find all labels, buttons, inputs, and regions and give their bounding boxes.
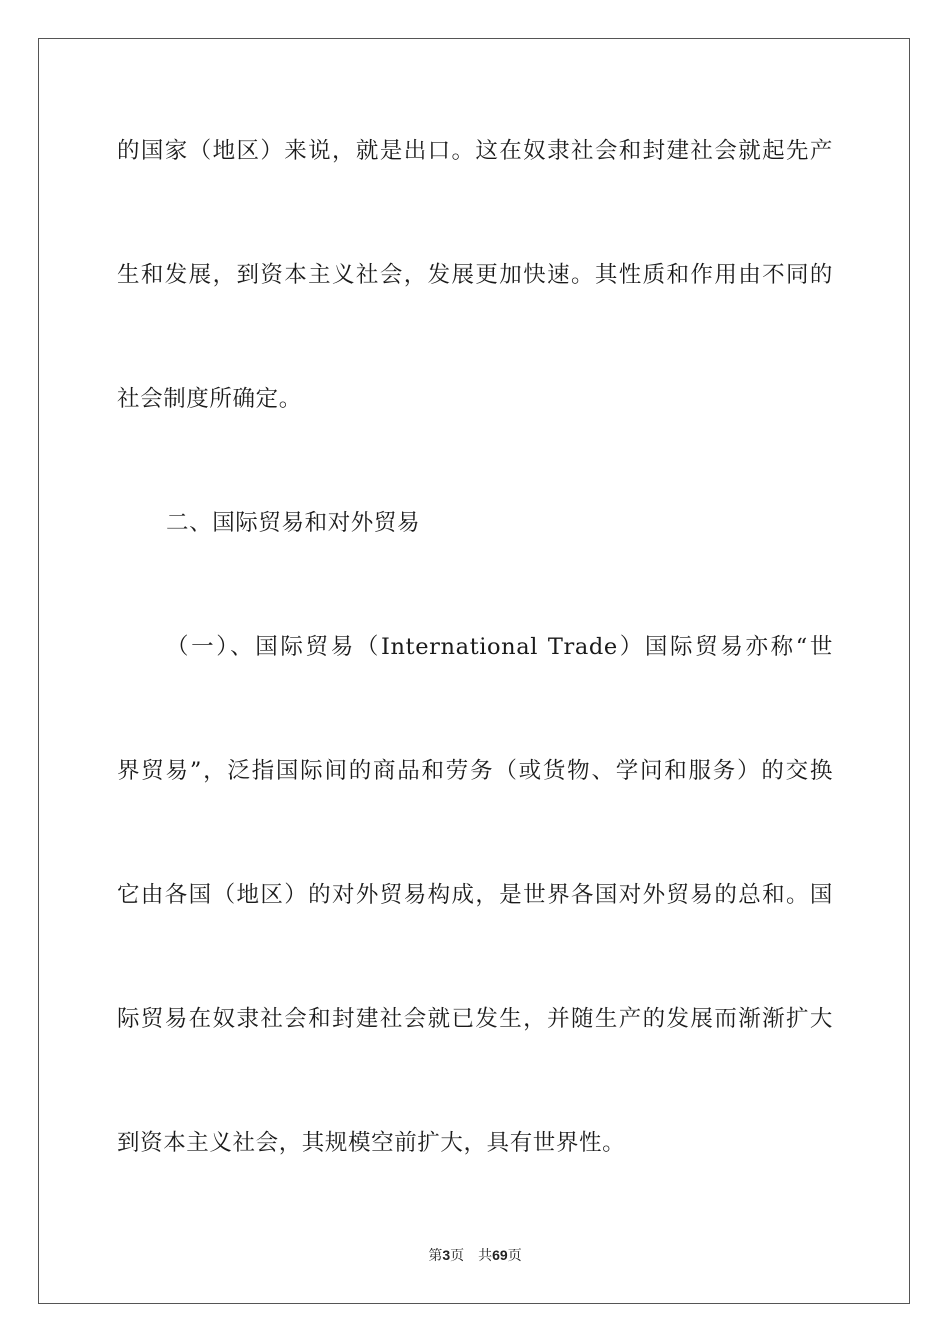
- page-border: [38, 38, 910, 1304]
- body-line-9: 到资本主义社会，其规模空前扩大，具有世界性。: [117, 1130, 626, 1156]
- footer-page-number: 3: [442, 1247, 451, 1263]
- body-line-3: 社会制度所确定。: [117, 386, 302, 412]
- body-line-1: 的国家（地区）来说，就是出口。这在奴隶社会和封建社会就起先产: [117, 138, 833, 164]
- body-line-8: 际贸易在奴隶社会和封建社会就已发生，并随生产的发展而渐渐扩大: [117, 1006, 833, 1032]
- body-line-6: 界贸易”，泛指国际间的商品和劳务（或货物、学问和服务）的交换: [117, 758, 833, 784]
- footer-total-number: 69: [492, 1247, 508, 1263]
- page-footer: [0, 1245, 950, 1265]
- section-heading: 二、国际贸易和对外贸易: [166, 510, 421, 536]
- body-line-5: （一）、国际贸易（International Trade）国际贸易亦称“世: [166, 634, 833, 660]
- footer-page-prefix: 第: [428, 1248, 443, 1264]
- body-line-2: 生和发展，到资本主义社会，发展更加快速。其性质和作用由不同的: [117, 262, 833, 288]
- footer-total-suffix: 页: [507, 1248, 522, 1264]
- footer-total-prefix: 共: [478, 1248, 493, 1264]
- body-line-7: 它由各国（地区）的对外贸易构成，是世界各国对外贸易的总和。国: [117, 882, 833, 908]
- footer-page-suffix: 页: [450, 1248, 465, 1264]
